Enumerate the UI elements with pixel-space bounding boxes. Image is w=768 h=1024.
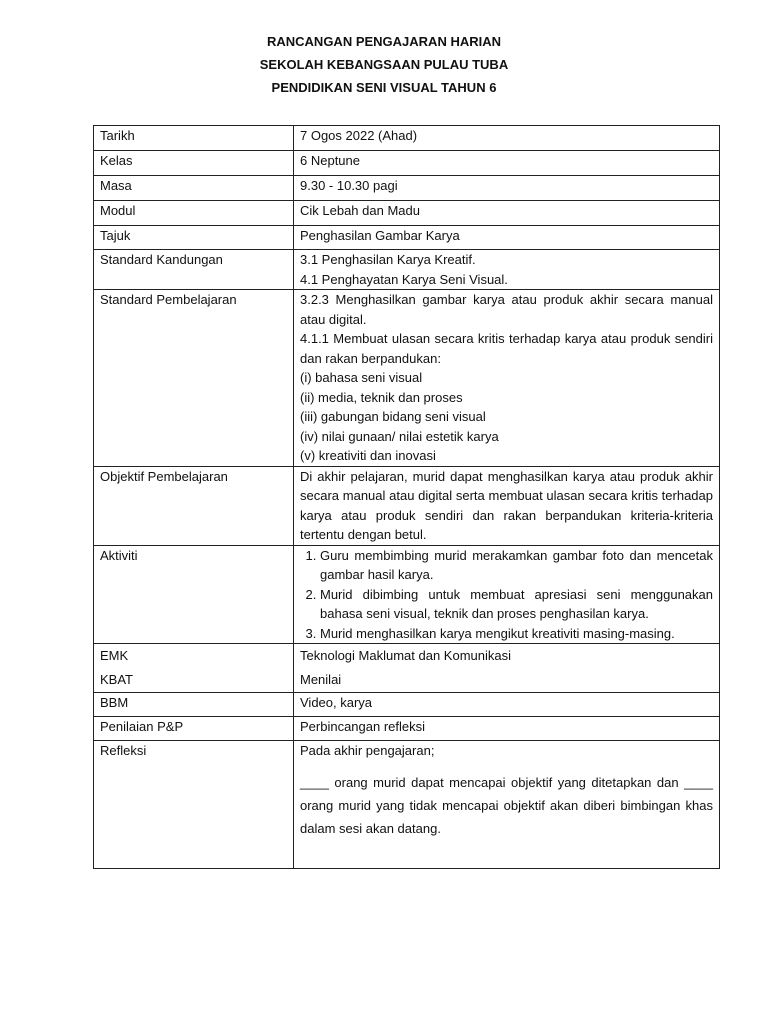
standard-pembelajaran-para: 3.2.3 Menghasilkan gambar karya atau produk akhir secara manual atau digital. — [300, 292, 713, 327]
table-row — [94, 741, 720, 869]
kelas-value: 6 Neptune — [294, 151, 720, 176]
lesson-plan-table — [93, 125, 720, 869]
list-item: (v) kreativiti dan inovasi — [300, 448, 436, 463]
tarikh-value: 7 Ogos 2022 (Ahad) — [294, 126, 720, 151]
table-row — [94, 644, 720, 693]
table-row — [94, 545, 720, 644]
table-row — [94, 151, 720, 176]
emk-label: EMK — [100, 648, 129, 663]
modul-value: Cik Lebah dan Madu — [294, 201, 720, 226]
aktiviti-label: Aktiviti — [94, 545, 294, 644]
bbm-label: BBM — [94, 693, 294, 717]
bbm-value: Video, karya — [294, 693, 720, 717]
masa-label: Masa — [94, 176, 294, 201]
standard-pembelajaran-value — [294, 290, 720, 467]
refleksi-value — [294, 741, 720, 869]
table-row — [94, 126, 720, 151]
subject-title: PENDIDIKAN SENI VISUAL TAHUN 6 — [271, 80, 497, 95]
table-row — [94, 693, 720, 717]
standard-pembelajaran-label: Standard Pembelajaran — [94, 290, 294, 467]
list-item: 1. Guru membimbing murid merakamkan gambar foto dan mencetak gambar hasil karya. — [320, 546, 713, 585]
objektif-label: Objektif Pembelajaran — [94, 466, 294, 545]
table-row — [94, 201, 720, 226]
aktiviti-list — [300, 546, 713, 644]
table-row — [94, 250, 720, 290]
standard-kandungan-line: 4.1 Penghayatan Karya Seni Visual. — [300, 271, 508, 287]
refleksi-text: ____ orang murid dapat mencapai objektif yang ditetapkan dan ____ orang murid yang tidak mencapai objektif akan diberi bimbingan khas dalam sesi akan datang. — [300, 774, 713, 836]
school-name: SEKOLAH KEBANGSAAN PULAU TUBA — [259, 57, 509, 72]
table-row — [94, 717, 720, 741]
document-title: RANCANGAN PENGAJARAN HARIAN — [266, 34, 501, 49]
kelas-label: Kelas — [94, 151, 294, 176]
standard-kandungan-label: Standard Kandungan — [94, 250, 294, 290]
table-row — [94, 176, 720, 201]
list-item: (i) bahasa seni visual — [300, 370, 423, 385]
list-item: 2. Murid dibimbing untuk membuat apresiasi seni menggunakan bahasa seni visual, teknik dan proses penghasilan karya. — [320, 585, 713, 624]
emk-kbat-label — [94, 644, 294, 693]
table-row — [94, 290, 720, 467]
modul-label: Modul — [94, 201, 294, 226]
list-item: (iii) gabungan bidang seni visual — [300, 409, 486, 424]
standard-kandungan-line: 3.1 Penghasilan Karya Kreatif. — [300, 252, 476, 267]
emk-kbat-value — [294, 644, 720, 693]
list-item: (ii) media, teknik dan proses — [300, 389, 463, 405]
aktiviti-value — [294, 545, 720, 644]
penilaian-value: Perbincangan refleksi — [294, 717, 720, 741]
tajuk-label: Tajuk — [94, 226, 294, 250]
penilaian-label: Penilaian P&P — [94, 717, 294, 741]
refleksi-label: Refleksi — [94, 741, 294, 869]
table-row — [94, 466, 720, 545]
tarikh-label: Tarikh — [94, 126, 294, 151]
kbat-value: Menilai — [300, 672, 342, 687]
objektif-value: Di akhir pelajaran, murid dapat menghasilkan karya atau produk akhir secara manual atau digital serta membuat ulasan secara kritis terhadap karya atau produk sendiri dan rakan berpandukan kriteria-kriteria tertentu dengan betul. — [294, 466, 720, 545]
emk-value: Teknologi Maklumat dan Komunikasi — [300, 648, 511, 663]
standard-pembelajaran-para: 4.1.1 Membuat ulasan secara kritis terhadap karya atau produk sendiri dan rakan berpandukan: — [300, 331, 713, 366]
list-item: (iv) nilai gunaan/ nilai estetik karya — [300, 428, 499, 444]
kbat-label: KBAT — [100, 672, 133, 687]
table-row — [94, 226, 720, 250]
masa-value: 9.30 - 10.30 pagi — [294, 176, 720, 201]
refleksi-intro: Pada akhir pengajaran; — [300, 743, 435, 758]
list-item: 3. Murid menghasilkan karya mengikut kreativiti masing-masing. — [320, 624, 713, 644]
tajuk-value: Penghasilan Gambar Karya — [294, 226, 720, 250]
standard-kandungan-value — [294, 250, 720, 290]
